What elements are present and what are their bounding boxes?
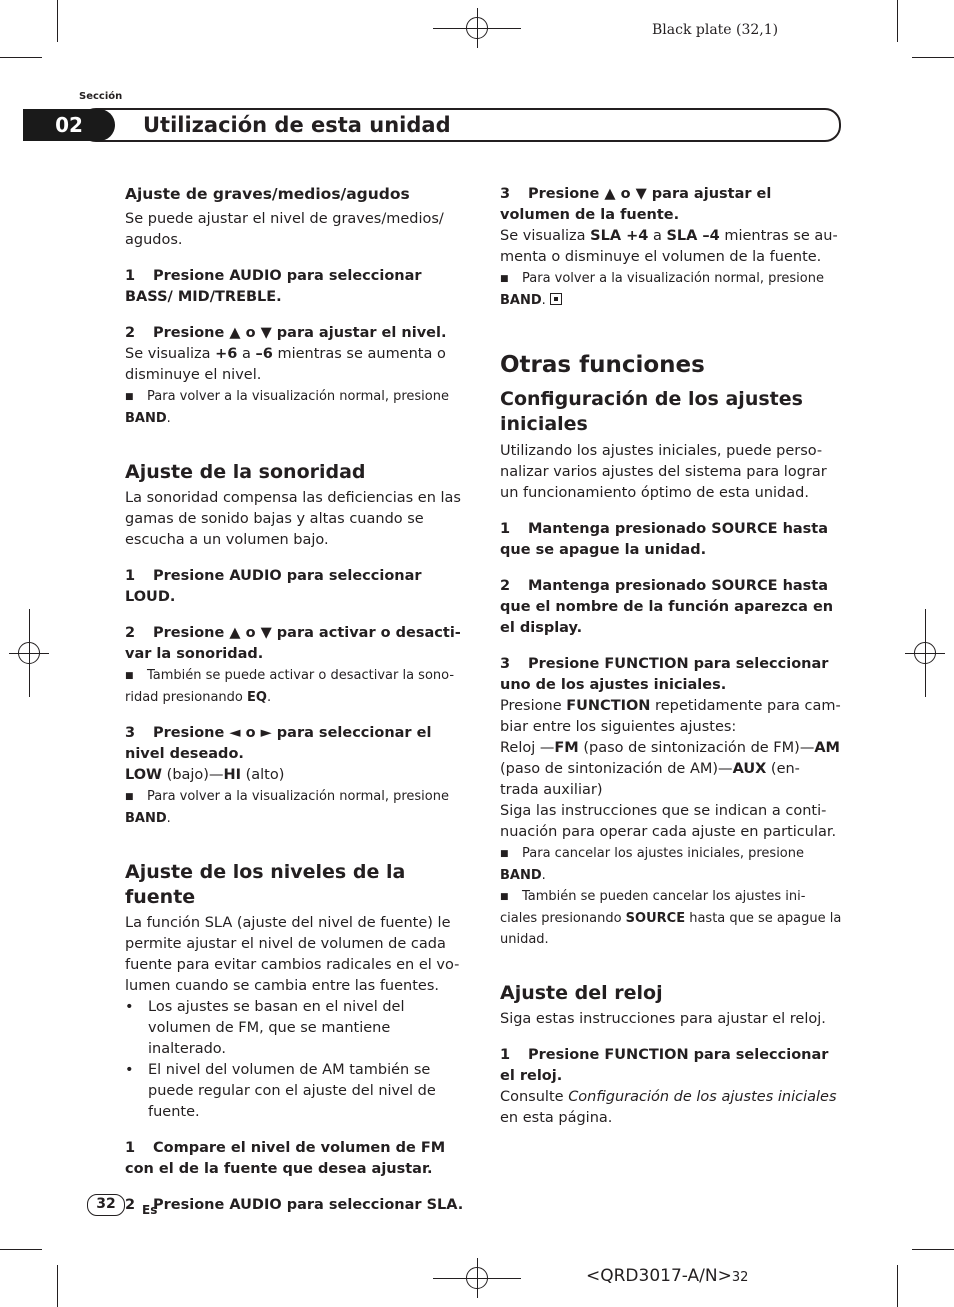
step-number: 2 (125, 325, 136, 341)
crop-mark (57, 0, 58, 42)
step-text: Presione FUNCTION para seleccionar uno de los ajustes iniciales. (500, 656, 829, 693)
key-name: FUNCTION (566, 698, 651, 714)
value: HI (223, 767, 241, 783)
registration-circle (914, 642, 936, 664)
step-number: 1 (125, 568, 136, 584)
text: (alto) (241, 767, 285, 783)
crop-mark (912, 57, 954, 58)
key-name: BAND (500, 868, 542, 883)
step (125, 723, 467, 765)
step (500, 1045, 842, 1087)
note (500, 843, 842, 886)
paragraph: Siga las instrucciones que se indican a conti- nuación para operar cada ajuste en particular. (500, 803, 837, 840)
value: AUX (732, 761, 767, 777)
paragraph (500, 1087, 842, 1129)
left-column (125, 184, 467, 1216)
crop-mark (912, 1249, 954, 1250)
note-square-icon: ■ (500, 892, 509, 902)
paragraph: Se puede ajustar el nivel de graves/medios/ agudos. (125, 211, 444, 248)
crop-mark (0, 1249, 42, 1250)
model-page: 32 (731, 1270, 749, 1285)
step-text: Presione ▲ o ▼ para ajustar el volumen de la fuente. (500, 186, 772, 223)
value: SLA +4 (590, 228, 649, 244)
key-name: BAND (500, 293, 542, 308)
text: mientras se au- menta o disminuye el volumen de la fuente. (500, 228, 838, 265)
language-code: Es (142, 1203, 158, 1217)
value: AM (814, 740, 840, 756)
step-text: Presione AUDIO para seleccionar BASS/ MID/TREBLE. (125, 268, 422, 305)
step-text: Presione FUNCTION para seleccionar el reloj. (500, 1047, 829, 1084)
step-number: 2 (125, 1197, 136, 1213)
step-number: 3 (125, 725, 136, 741)
paragraph (125, 765, 467, 786)
step-text: Compare el nivel de volumen de FM con el de la fuente que desea ajustar. (125, 1140, 446, 1177)
text: Se visualiza (500, 228, 591, 244)
key-name: BAND (125, 811, 167, 826)
text: a (648, 228, 667, 244)
heading-configuracion: Configuración de los ajustes iniciales (500, 388, 803, 435)
paragraph (500, 226, 842, 268)
step (500, 654, 842, 696)
note-text: También se pueden cancelar los ajustes ini- ciales presionando (500, 889, 806, 926)
paragraph (500, 738, 842, 801)
crop-mark (897, 0, 898, 42)
section-title: Utilización de esta unidad (143, 113, 451, 137)
bullet-text: El nivel del volumen de AM también se puede regular con el ajuste del nivel de fuente. (148, 1062, 436, 1120)
step-number: 2 (500, 578, 511, 594)
text: a (237, 346, 256, 362)
crop-mark (0, 57, 42, 58)
note (125, 786, 467, 829)
note (125, 665, 467, 708)
note-square-icon: ■ (500, 274, 509, 284)
step-number: 1 (125, 1140, 136, 1156)
heading-ajuste-reloj: Ajuste del reloj (500, 982, 663, 1004)
paragraph: La función SLA (ajuste del nivel de fuente) le permite ajustar el nivel de volumen de cada fuente para evitar cambios radicales en el vo- lumen cuando se cambia entre las fuentes. (125, 915, 460, 994)
step (125, 1138, 467, 1180)
note-text: Para volver a la visualización normal, presione (147, 389, 449, 404)
note-square-icon: ■ (125, 792, 134, 802)
bullet-dot-icon: • (125, 999, 134, 1015)
text: . (541, 293, 546, 308)
paragraph: Utilizando los ajustes iniciales, puede perso- nalizar varios ajustes del sistema para lograr un funcionamiento óptimo de esta unidad. (500, 443, 827, 501)
step (125, 1195, 467, 1216)
crop-mark (897, 1265, 898, 1307)
section-number-badge: 02 (23, 109, 115, 141)
step-text: Presione AUDIO para seleccionar LOUD. (125, 568, 422, 605)
bullet-item (125, 1060, 467, 1123)
note-text: Para volver a la visualización normal, presione (147, 789, 449, 804)
right-column (500, 184, 842, 1129)
step (125, 323, 467, 344)
note (500, 268, 842, 311)
step-number: 1 (500, 521, 511, 537)
paragraph (500, 696, 842, 738)
cross-reference: Configuración de los ajustes iniciales (568, 1089, 837, 1105)
heading-sonoridad: Ajuste de la sonoridad (125, 461, 366, 483)
bullet-item (125, 997, 467, 1060)
step-number: 1 (125, 268, 136, 284)
step (125, 266, 467, 308)
bullet-text: Los ajustes se basan en el nivel del volumen de FM, que se mantiene inalterado. (148, 999, 405, 1057)
text: Consulte (500, 1089, 569, 1105)
paragraph: Siga estas instrucciones para ajustar el reloj. (500, 1011, 826, 1027)
registration-circle (18, 642, 40, 664)
step-text: Mantenga presionado SOURCE hasta que se apague la unidad. (500, 521, 829, 558)
step-number: 3 (500, 186, 511, 202)
value: –6 (255, 346, 273, 362)
text: (paso de sintonización de FM)— (578, 740, 815, 756)
step-text: Presione ▲ o ▼ para ajustar el nivel. (153, 325, 447, 341)
heading-otras-funciones: Otras funciones (500, 352, 705, 378)
end-mark-icon (550, 293, 562, 305)
bullet-dot-icon: • (125, 1062, 134, 1078)
note (500, 886, 842, 950)
step (125, 623, 467, 665)
key-name: EQ (247, 690, 267, 705)
note (125, 386, 467, 429)
step (500, 184, 842, 226)
text: mientras se aumenta o disminuye el nivel. (125, 346, 446, 383)
text: hasta que se apague la unidad. (500, 911, 842, 947)
value: SLA –4 (666, 228, 720, 244)
step-number: 1 (500, 1047, 511, 1063)
subheading-graves: Ajuste de graves/medios/agudos (125, 185, 410, 203)
text: Presione (500, 698, 567, 714)
note-square-icon: ■ (125, 392, 134, 402)
step-text: Mantenga presionado SOURCE hasta que el nombre de la función aparezca en el display. (500, 578, 834, 636)
text: (bajo)— (162, 767, 224, 783)
paragraph (125, 344, 467, 386)
text: en esta página. (500, 1110, 613, 1126)
value: LOW (125, 767, 163, 783)
model-code (586, 1266, 748, 1286)
crop-mark (57, 1265, 58, 1307)
model-code-text: <QRD3017-A/N> (586, 1266, 732, 1286)
note-text: Para volver a la visualización normal, presione (522, 271, 824, 286)
value: +6 (215, 346, 238, 362)
key-name: BAND (125, 411, 167, 426)
step (500, 519, 842, 561)
key-name: SOURCE (625, 911, 686, 926)
value: FM (554, 740, 579, 756)
page-number: 32 (87, 1194, 125, 1216)
step-text: Presione ▲ o ▼ para activar o desacti- var la sonoridad. (125, 625, 461, 662)
text: Reloj — (500, 740, 555, 756)
step-number: 3 (500, 656, 511, 672)
text: . (166, 811, 171, 826)
step (500, 576, 842, 639)
note-text: Para cancelar los ajustes iniciales, presione (522, 846, 805, 861)
step-text: Presione AUDIO para seleccionar SLA. (153, 1197, 464, 1213)
text: . (541, 868, 546, 883)
text: (paso de sintonización de AM)— (500, 761, 733, 777)
paragraph: La sonoridad compensa las deficiencias en las gamas de sonido bajas y altas cuando se escucha a un volumen bajo. (125, 490, 461, 548)
section-label: Sección (79, 91, 123, 102)
registration-circle (466, 17, 488, 39)
note-text: También se puede activar o desactivar la sono- ridad presionando (125, 668, 455, 705)
heading-niveles-fuente: Ajuste de los niveles de la fuente (125, 861, 406, 908)
text: repetidamente para cam- biar entre los siguientes ajustes: (500, 698, 841, 735)
registration-circle (466, 1267, 488, 1289)
text: . (166, 411, 171, 426)
plate-label: Black plate (32,1) (652, 22, 779, 38)
note-square-icon: ■ (125, 671, 134, 681)
text: (en- trada auxiliar) (500, 761, 800, 798)
note-square-icon: ■ (500, 849, 509, 859)
text: Se visualiza (125, 346, 216, 362)
step (125, 566, 467, 608)
step-number: 2 (125, 625, 136, 641)
step-text: Presione ◄ o ► para seleccionar el nivel deseado. (125, 725, 432, 762)
text: . (266, 690, 272, 705)
